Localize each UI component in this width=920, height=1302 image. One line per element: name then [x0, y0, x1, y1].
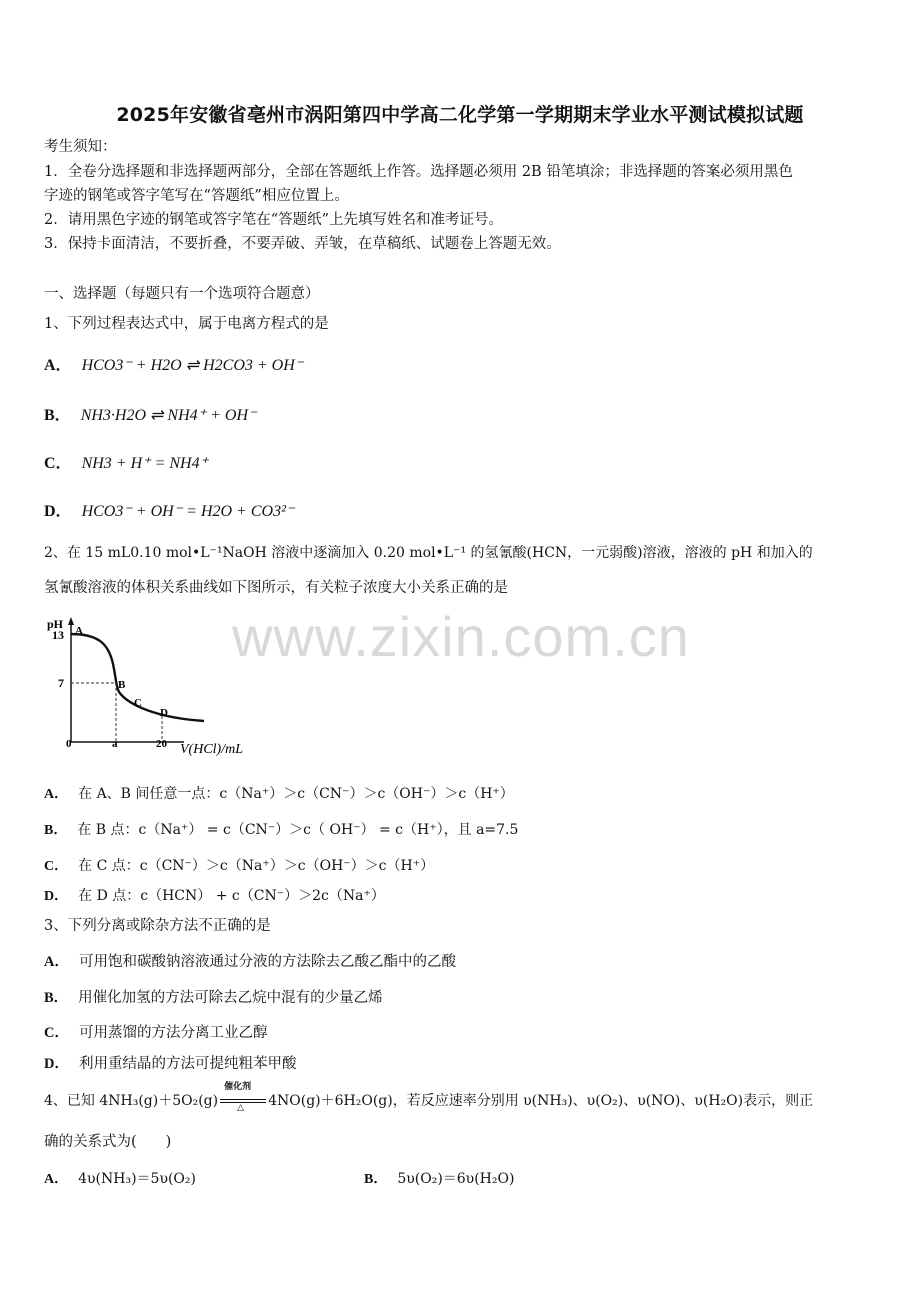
option-label: C． — [44, 859, 69, 874]
q2-option-b — [44, 819, 518, 839]
reaction-arrow-catalyst — [220, 1082, 266, 1113]
y-axis-label: pH — [47, 617, 64, 631]
watermark: www.zixin.com.cn — [232, 605, 690, 668]
option-label: D． — [44, 1056, 69, 1072]
notice-item: 3．保持卡面清洁，不要折叠，不要弄破、弄皱，在草稿纸、试题卷上答题无效。 — [44, 236, 561, 252]
q4-stem-reactants: 4、已知 4NH₃(g)＋5O₂(g) — [44, 1093, 219, 1109]
exam-title: 2025年安徽省亳州市涡阳第四中学高二化学第一学期期末学业水平测试模拟试题 — [116, 104, 804, 126]
q1-option-b — [44, 402, 256, 425]
question-4-stem-cont: 确的关系式为( ) — [44, 1134, 172, 1150]
q1-option-d — [44, 498, 294, 521]
q2-option-d — [44, 885, 385, 905]
option-text: 5υ(O₂)＝6υ(H₂O) — [397, 1171, 515, 1187]
option-equation: NH3 + H⁺ = NH4⁺ — [81, 455, 209, 472]
q4-stem-products: 4NO(g)＋6H₂O(g)，若反应速率分别用 υ(NH₃)、υ(O₂)、υ(NO)、υ(H₂O)表示，则正 — [268, 1093, 814, 1109]
x-tick-label: a — [112, 738, 118, 750]
question-2-stem: 2、在 15 mL0.10 mol•L⁻¹NaOH 溶液中逐滴加入 0.20 mol•L⁻¹ 的氢氰酸(HCN，一元弱酸)溶液，溶液的 pH 和加入的 — [44, 545, 813, 561]
q4-option-a — [44, 1167, 196, 1192]
q1-option-a — [44, 352, 303, 375]
point-label: D — [160, 707, 168, 719]
option-text: 利用重结晶的方法可提纯粗苯甲酸 — [78, 1056, 297, 1072]
notice-heading: 考生须知： — [44, 139, 117, 155]
option-equation: HCO3⁻ + H2O ⇌ H2CO3 + OH⁻ — [81, 357, 304, 374]
catalyst-label: 催化剂 — [224, 1082, 252, 1092]
section-heading: 一、选择题（每题只有一个选项符合题意） — [44, 286, 320, 302]
notice-item: 2．请用黑色字迹的钢笔或答字笔在“答题纸”上先填写姓名和准考证号。 — [44, 212, 504, 228]
notice-item: 字迹的钢笔或答字笔写在“答题纸”相应位置上。 — [44, 188, 349, 204]
option-text: 4υ(NH₃)＝5υ(O₂) — [78, 1171, 196, 1187]
option-text: 在 B 点：c（Na⁺） = c（CN⁻）＞c（ OH⁻） = c（H⁺），且 a=7.5 — [77, 822, 519, 838]
q3-option-a — [44, 950, 456, 974]
x-tick-label: 20 — [156, 738, 167, 750]
y-tick-label: 13 — [52, 628, 64, 642]
x-tick-label: 0 — [66, 738, 72, 750]
option-text: 在 D 点：c（HCN） + c（CN⁻）＞2c（Na⁺） — [78, 888, 385, 904]
q1-option-c — [44, 450, 208, 473]
question-1-stem: 1、下列过程表达式中，属于电离方程式的是 — [44, 316, 329, 332]
option-label: B． — [44, 990, 69, 1006]
question-4-stem — [44, 1082, 814, 1113]
x-axis-label: V(HCl)/mL — [180, 742, 243, 757]
option-text: 在 C 点：c（CN⁻）＞c（Na⁺）＞c（OH⁻）＞c（H⁺） — [78, 858, 435, 874]
option-label: D． — [44, 889, 69, 904]
option-label: B． — [44, 407, 71, 424]
option-text: 可用饱和碳酸钠溶液通过分液的方法除去乙酸乙酯中的乙酸 — [78, 954, 456, 970]
option-label: D． — [44, 503, 72, 520]
q3-option-d — [44, 1052, 296, 1076]
option-label: C． — [44, 1025, 69, 1041]
ph-titration-graph — [44, 614, 264, 760]
option-label: C． — [44, 455, 72, 472]
option-text: 用催化加氢的方法可除去乙烷中混有的少量乙烯 — [78, 990, 383, 1006]
q3-option-c — [44, 1021, 267, 1045]
q4-option-b — [364, 1167, 514, 1192]
option-label: A． — [44, 357, 72, 374]
option-label: B． — [44, 823, 68, 838]
q2-option-c — [44, 855, 434, 875]
notice-item: 1．全卷分选择题和非选择题两部分，全部在答题纸上作答。选择题必须用 2B 铅笔填涂；非选择题的答案必须用黑色 — [44, 164, 793, 180]
point-label: A — [75, 625, 83, 637]
y-axis-arrow — [68, 617, 74, 625]
option-equation: NH3·H2O ⇌ NH4⁺ + OH⁻ — [80, 407, 257, 424]
option-equation: HCO3⁻ + OH⁻ = H2O + CO3²⁻ — [81, 503, 295, 520]
question-3-stem: 3、下列分离或除杂方法不正确的是 — [44, 918, 271, 934]
heat-label: △ — [237, 1103, 245, 1113]
option-text: 可用蒸馏的方法分离工业乙醇 — [78, 1025, 268, 1041]
option-label: A． — [44, 954, 69, 970]
option-label: A． — [44, 787, 69, 802]
option-label: B． — [364, 1172, 388, 1187]
q2-option-a — [44, 783, 514, 803]
question-2-stem-cont: 氢氰酸溶液的体积关系曲线如下图所示，有关粒子浓度大小关系正确的是 — [44, 580, 508, 596]
reaction-line — [220, 1099, 266, 1100]
y-tick-label: 7 — [58, 676, 64, 690]
point-label: B — [118, 679, 126, 691]
option-text: 在 A、B 间任意一点：c（Na⁺）＞c（CN⁻）＞c（OH⁻）＞c（H⁺） — [78, 786, 514, 802]
point-label: C — [134, 697, 142, 709]
q3-option-b — [44, 986, 383, 1010]
option-label: A． — [44, 1172, 69, 1187]
